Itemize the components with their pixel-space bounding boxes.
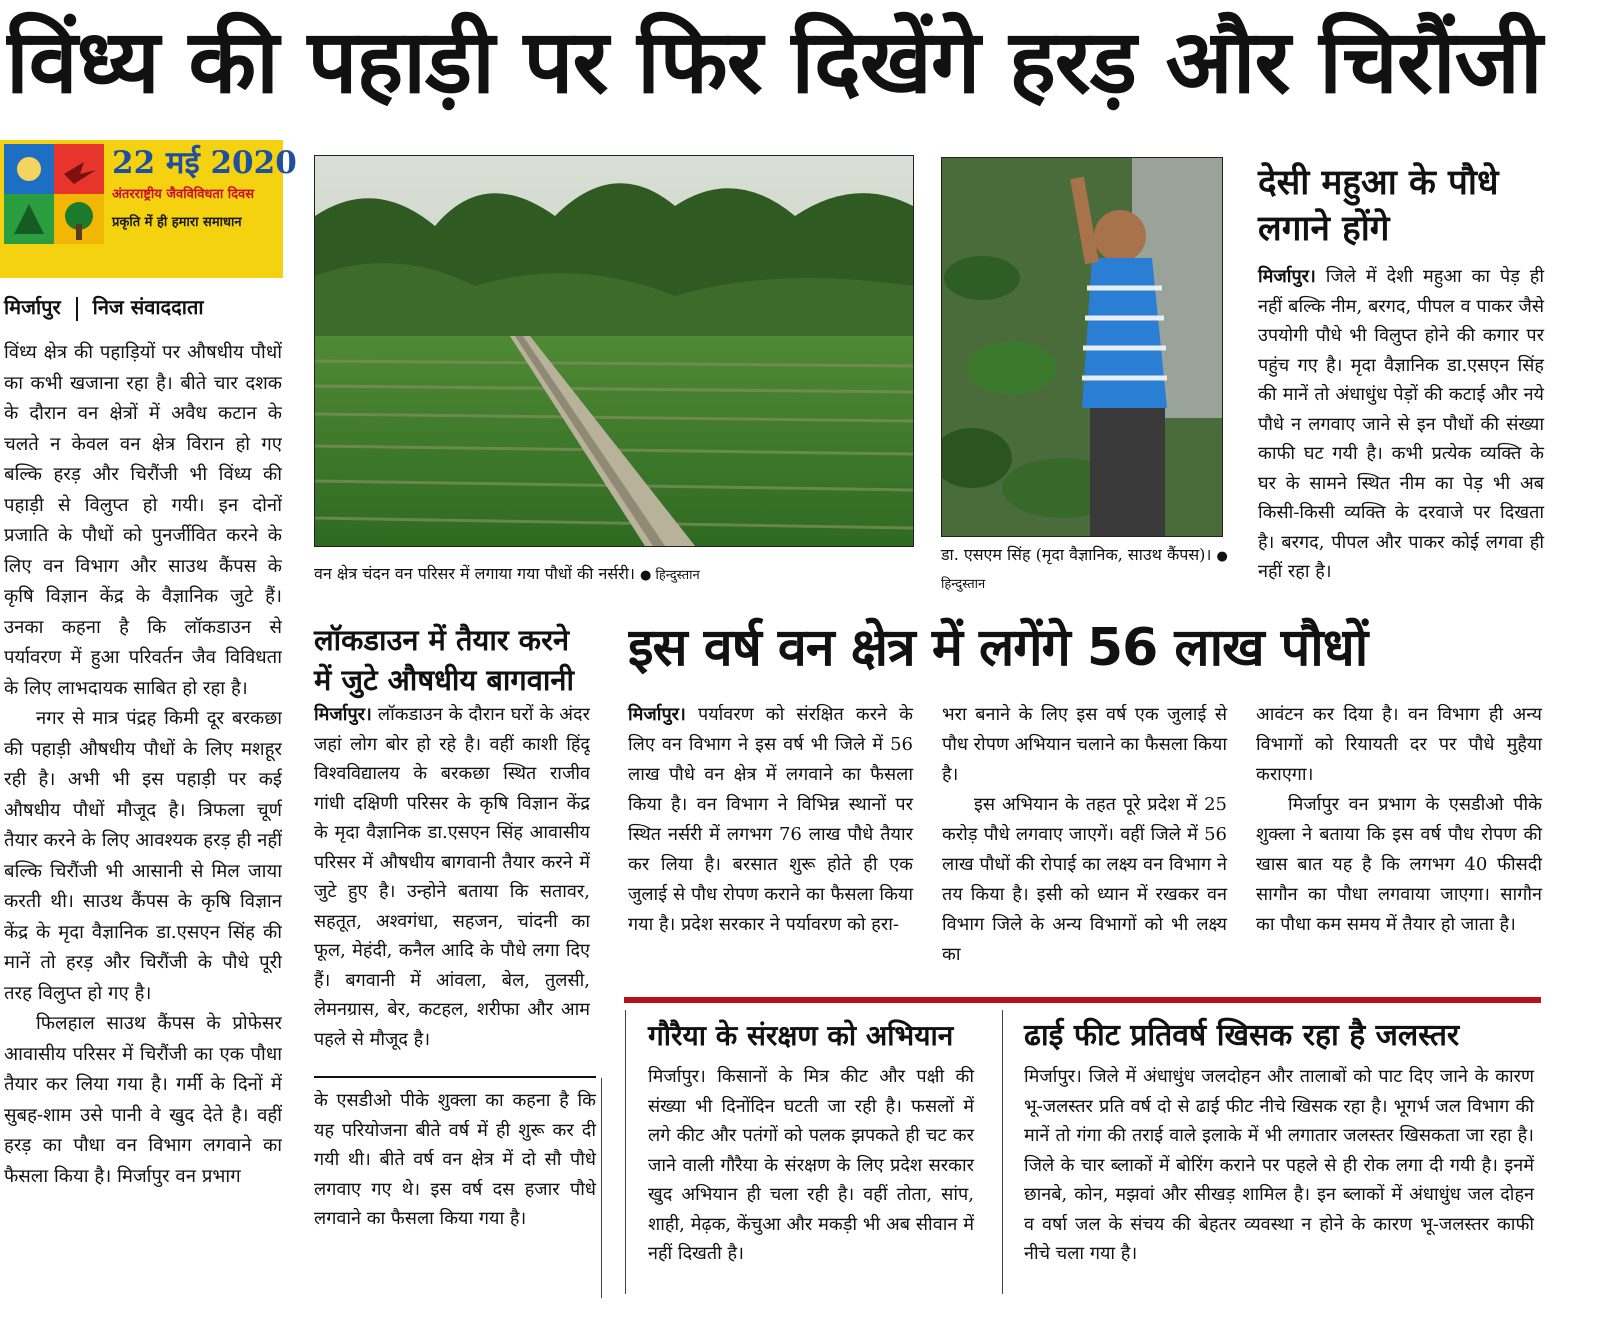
scientist-photo — [941, 157, 1223, 537]
photo-credit: ● हिन्दुस्तान — [941, 549, 1228, 592]
lockdown-continuation: के एसडीओ पीके शुक्ला का कहना है कि यह परियोजना बीते वर्ष में ही शुरू कर दी गयी थी। बीते वर्ष वन क्षेत्र में दो सौ पौधे लगवाए गए थे। इस वर्ष दस हजार पौधे लगवाने का फैसला किया गया है। — [314, 1090, 596, 1229]
badge-line1: अंतरराष्ट्रीय जैवविविधता दिवस — [112, 187, 255, 202]
column-rule — [314, 1076, 596, 1078]
water-story — [1024, 1062, 1534, 1269]
biodiversity-day-badge — [0, 140, 297, 278]
dateline: मिर्जापुर। — [648, 1066, 706, 1087]
byline-reporter: निज संवाददाता — [92, 295, 204, 319]
scientist-photo-caption — [941, 542, 1231, 598]
page-headline: विंध्य की पहाड़ी पर फिर दिखेंगे हरड़ और चिरौंजी — [6, 10, 1542, 113]
badge-line2: प्रकृति में ही हमारा समाधान — [112, 215, 242, 230]
forest-col3-para: मिर्जापुर वन प्रभाग के एसडीओ पीके शुक्ला ने बताया कि इस वर्ष पौध रोपण की खास बात यह है कि लगभग 40 फीसदी सागौन का पौधा लगवाया जाएगा। सागौन का पौधा कम समय में तैयार हो जाता है। — [1256, 794, 1542, 935]
forest-headline: इस वर्ष वन क्षेत्र में लगेंगे 56 लाख पौधों — [628, 618, 1368, 678]
biodiversity-logo-icon — [4, 144, 104, 244]
sparrow-text: किसानों के मित्र कीट और पक्षी की संख्या भी दिनोंदिन घटती जा रही है। फसलों में लगे कीट और पतंगों को पलक झपकते ही चट कर जाने वाली गौरैया के संरक्षण के लिए प्रदेश सरकार खुद अभियान ही चला रही है। वहीं तोता, सांप, शाही, मेढ़क, केंचुआ और मकड़ी भी अब सीवान में नहीं दिखती है। — [648, 1066, 974, 1264]
lockdown-title: लॉकडाउन में तैयार करने में जुटे औषधीय बागवानी — [314, 623, 574, 697]
badge-date: 22 मई 2020 — [112, 145, 297, 181]
forest-col3 — [1256, 700, 1542, 940]
dateline: मिर्जापुर। — [1258, 266, 1316, 287]
byline — [4, 290, 284, 324]
dateline: मिर्जापुर। — [1024, 1066, 1082, 1087]
main-story — [4, 338, 282, 1330]
mahua-story — [1258, 262, 1544, 587]
main-story-paragraph: नगर से मात्र पंद्रह किमी दूर बरकछा की पहाड़ी औषधीय पौधों के लिए मशहूर रही है। अभी भी इस पहाड़ी पर कई औषधीय पौधों मौजूद है। त्रिफला चूर्ण तैयार करने के लिए आवश्यक हरड़ ही नहीं बल्कि चिरौंजी भी आसानी से मिल जाया करती थी। साउथ कैंपस के कृषि विज्ञान केंद्र के मृदा वैज्ञानिक डा.एसएन सिंह की मानें तो हरड़ और चिरौंजी के पौधे पूरी तरह विलुप्त हो गए है। — [4, 708, 282, 1004]
nursery-photo — [314, 155, 914, 547]
column-divider — [601, 1078, 602, 1298]
forest-col2 — [942, 700, 1227, 970]
caption-text: डा. एसएम सिंह (मृदा वैज्ञानिक, साउथ कैंपस)। — [941, 545, 1212, 564]
sparrow-story — [648, 1062, 974, 1269]
nursery-photo-caption — [314, 561, 914, 589]
dateline: मिर्जापुर। — [314, 704, 372, 725]
mahua-title: देसी महुआ के पौधे लगाने होंगे — [1258, 163, 1499, 249]
forest-col2-para: भरा बनाने के लिए इस वर्ष एक जुलाई से पौध रोपण अभियान चलाने का फैसला किया है। — [942, 704, 1227, 785]
photo-credit: ● हिन्दुस्तान — [640, 568, 700, 583]
main-story-paragraph: फिलहाल साउथ कैंपस के प्रोफेसर आवासीय परिसर में चिरौंजी का एक पौधा तैयार कर लिया गया है। गर्मी के दिनों में सुबह-शाम उसे पानी वे खुद देते है। वहीं हरड़ का पौधा वन विभाग लगवाने का फैसला किया है। मिर्जापुर वन प्रभाग — [4, 1013, 282, 1187]
byline-place: मिर्जापुर — [4, 295, 61, 319]
caption-text: वन क्षेत्र चंदन वन परिसर में लगाया गया पौधों की नर्सरी। — [314, 564, 635, 583]
water-title: ढाई फीट प्रतिवर्ष खिसक रहा है जलस्तर — [1024, 1018, 1460, 1053]
dateline: मिर्जापुर। — [628, 704, 686, 725]
forest-col3-para: आवंटन कर दिया है। वन विभाग ही अन्य विभागों को रियायती दर पर पौधे मुहैया कराएगा। — [1256, 704, 1542, 785]
column-divider — [1002, 1010, 1003, 1294]
water-text: जिले में अंधाधुंध जलदोहन और तालाबों को पाट दिए जाने के कारण भू-जलस्तर प्रति वर्ष दो से ढाई फीट नीचे खिसक रहा है। भूगर्भ जल विभाग की मानें तो गंगा की तराई वाले इलाके में भी लगातार जलस्तर खिसकता जा रहा है। जिले के चार ब्लाकों में बोरिंग कराने पर पहले से ही रोक लगा दी गयी है। इनमें छानबे, कोन, मझवां और सीखड़ शामिल है। इन ब्लाकों में अंधाधुंध जल दोहन व वर्षा जल के संचय की बेहतर व्यवस्था न होने के कारण भू-जलस्तर काफी नीचे चला गया है। — [1024, 1066, 1534, 1264]
main-story-paragraph: विंध्य क्षेत्र की पहाड़ियों पर औषधीय पौधों का कभी खजाना रहा है। बीते चार दशक के दौरान वन क्षेत्रों में अवैध कटान के चलते न केवल वन क्षेत्र विरान हो गए बल्कि हरड़ और चिरौंजी भी विंध्य की पहाड़ी से विलुप्त हो गयी। इन दोनों प्रजाति के पौधों को पुनर्जीवित करने के लिए वन विभाग और साउथ कैंपस के कृषि विज्ञान केंद्र के वैज्ञानिक जुटे हैं। उनका कहना है कि लॉकडाउन से पर्यावरण में हुआ परिवर्तन जैव विविधता के लिए लाभदायक साबित हो रहा है। — [4, 342, 282, 699]
section-rule — [624, 997, 1541, 1003]
mahua-text: जिले में देशी महुआ का पेड़ ही नहीं बल्कि नीम, बरगद, पीपल व पाकर जैसे उपयोगी पौधे भी विलुप्त होने की कगार पर पहुंच गए है। मृदा वैज्ञानिक डा.एसएन सिंह की मानें तो अंधाधुंध पेड़ों की कटाई और नये पौधे न लगवाए जाने से इन पौधों की संख्या काफी घट गयी है। कभी प्रत्येक व्यक्ति के घर के सामने स्थित नीम का पेड़ भी अब किसी-किसी व्यक्ति के दरवाजे पर दिखता है। बरगद, पीपल और पाकर कोई लगवा ही नहीं रहा है। — [1258, 266, 1544, 582]
forest-col2-para: इस अभियान के तहत पूरे प्रदेश में 25 करोड़ पौधे लगवाए जाएगें। वहीं जिले में 56 लाख पौधों की रोपाई का लक्ष्य वन विभाग ने तय किया है। इसी को ध्यान में रखकर वन विभाग जिले के अन्य विभागों को भी लक्ष्य का — [942, 794, 1227, 965]
lockdown-story — [314, 700, 590, 1066]
forest-col1-text: पर्यावरण को संरक्षित करने के लिए वन विभाग ने इस वर्ष भी जिले में 56 लाख पौधे वन क्षेत्र में लगवाने का फैसला किया है। वन विभाग ने विभिन्न स्थानों पर स्थित नर्सरी में लगभग 76 लाख पौधे तैयार कर लिया है। बरसात शुरू होते ही एक जुलाई से पौध रोपण कराने का फैसला किया गया है। प्रदेश सरकार ने पर्यावरण को हरा- — [628, 704, 913, 935]
lockdown-text: लॉकडाउन के दौरान घरों के अंदर जहां लोग बोर हो रहे है। वहीं काशी हिंदू विश्वविद्यालय के बरकछा स्थित राजीव गांधी दक्षिणी परिसर के कृषि विज्ञान केंद्र के मृदा वैज्ञानिक डा.एसएन सिंह आवासीय परिसर में औषधीय बागवानी तैयार करने में जुटे हुए है। उन्होने बताया कि सतावर, सहतूत, अश्वगंधा, सहजन, चांदनी का फूल, मेहंदी, कनैल आदि के पौधे लगा दिए हैं। बगवानी में आंवला, बेल, तुलसी, लेमनग्रास, बेर, कटहल, शरीफा और आम पहले से मौजूद है। — [314, 704, 590, 1050]
sparrow-title: गौरैया के संरक्षण को अभियान — [648, 1019, 954, 1052]
column-divider — [625, 1010, 626, 1294]
forest-col1 — [628, 700, 913, 940]
